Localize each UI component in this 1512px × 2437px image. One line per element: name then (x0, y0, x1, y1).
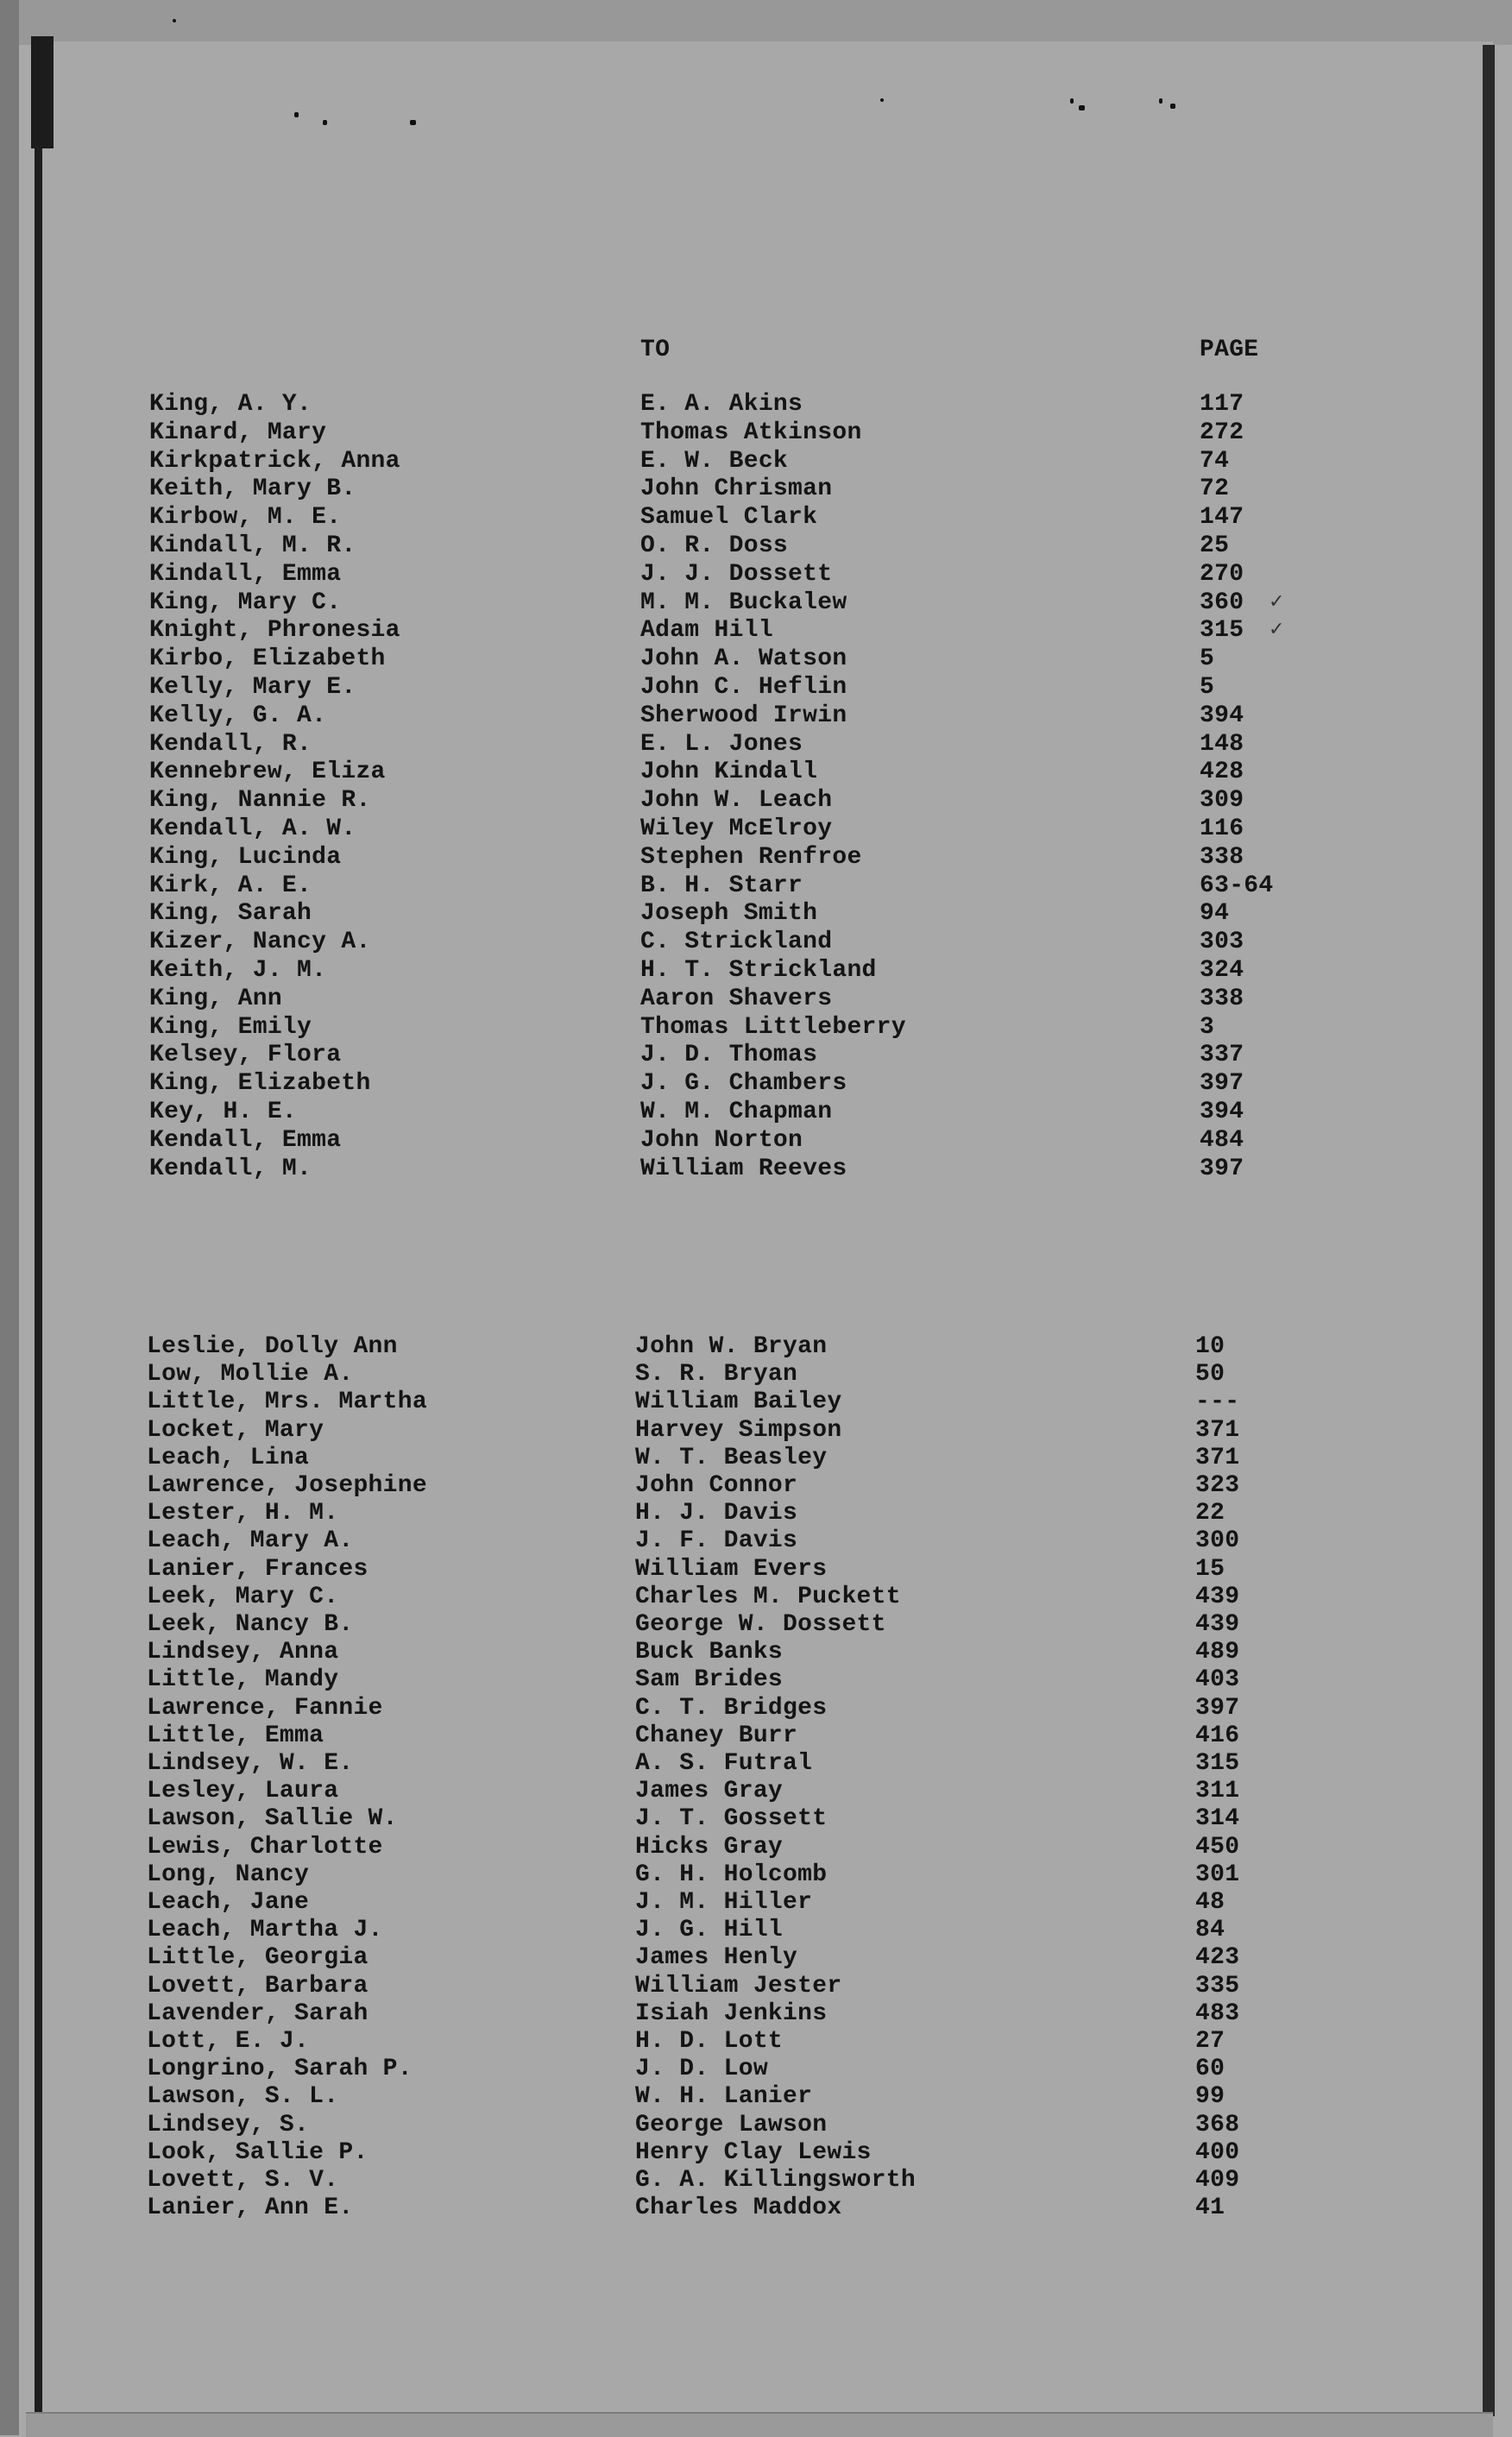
entry-name: Kelly, Mary E. (149, 674, 356, 701)
entry-to: John Norton (640, 1126, 803, 1154)
index-entry (0, 560, 1512, 590)
entry-name: King, Ann (149, 985, 282, 1012)
index-entry (0, 1891, 1512, 1918)
entry-page: 270 (1200, 560, 1244, 588)
entry-name: Leek, Mary C. (147, 1583, 339, 1610)
entry-to: Aaron Shavers (640, 985, 833, 1012)
entry-name: Keith, Mary B. (149, 475, 356, 503)
entry-to: C. T. Bridges (635, 1694, 828, 1722)
entry-to: E. L. Jones (640, 730, 803, 758)
entry-name: Leach, Jane (147, 1889, 310, 1916)
entry-to: W. M. Chapman (640, 1099, 833, 1125)
scan-bottom-strip (26, 2412, 1493, 2437)
entry-to: Charles M. Puckett (635, 1583, 901, 1610)
entry-page: 338 (1200, 843, 1244, 871)
index-entry (0, 393, 1512, 420)
entry-page: 41 (1195, 2195, 1225, 2222)
entry-name: King, Nannie R. (149, 787, 371, 815)
entry-to: J. D. Low (635, 2056, 768, 2083)
entry-name: Lott, E. J. (147, 2028, 310, 2055)
speck-mark (410, 120, 416, 125)
index-entry (0, 421, 1512, 449)
index-entry (0, 647, 1512, 675)
speck-mark (880, 98, 884, 102)
entry-name: Kendall, Emma (149, 1126, 342, 1154)
index-entry (0, 1668, 1512, 1696)
index-entry (0, 2057, 1512, 2085)
entry-name: Kirbow, M. E. (149, 504, 342, 532)
entry-to: Stephen Renfroe (640, 843, 862, 871)
entry-page: 428 (1200, 759, 1244, 786)
entry-page: 3 (1200, 1013, 1215, 1041)
entry-page: 99 (1195, 2083, 1225, 2111)
speck-mark (1170, 104, 1175, 109)
entry-page: 397 (1200, 1155, 1244, 1182)
entry-to: G. H. Holcomb (635, 1861, 828, 1888)
entry-to: O. R. Doss (640, 532, 789, 559)
entry-page: 303 (1200, 929, 1244, 956)
entry-page: 397 (1195, 1694, 1240, 1722)
entry-to: Sherwood Irwin (640, 702, 847, 729)
entry-name: Lanier, Frances (147, 1555, 369, 1583)
entry-to: John Kindall (640, 759, 818, 786)
entry-to: James Henly (635, 1944, 798, 1972)
entry-page: 25 (1200, 532, 1230, 559)
entry-name: Kelly, G. A. (149, 702, 327, 729)
entry-to: William Reeves (640, 1155, 847, 1182)
entry-name: Key, H. E. (149, 1099, 298, 1125)
entry-page: 301 (1195, 1861, 1240, 1888)
entry-to: George W. Dossett (635, 1611, 886, 1638)
entry-page: 50 (1195, 1361, 1225, 1389)
entry-page: 416 (1195, 1722, 1240, 1749)
entry-to: Harvey Simpson (635, 1416, 842, 1444)
entry-name: Little, Mrs. Martha (147, 1389, 427, 1416)
entry-page: 338 (1200, 985, 1244, 1012)
entry-page: 335 (1195, 1972, 1240, 1999)
entry-page: 324 (1200, 957, 1244, 984)
entry-page: 309 (1200, 787, 1244, 815)
entry-to: Hicks Gray (635, 1833, 784, 1861)
entry-page: 147 (1200, 504, 1244, 532)
entry-to: William Bailey (635, 1389, 842, 1416)
index-entry (0, 1752, 1512, 1779)
entry-name: Lester, H. M. (147, 1500, 339, 1527)
entry-to: William Evers (635, 1555, 828, 1583)
entry-to: H. J. Davis (635, 1500, 798, 1527)
index-entry (0, 1999, 1512, 2030)
entry-page: 94 (1200, 900, 1230, 928)
index-entry (0, 1043, 1512, 1071)
pencil-checkmark-icon: ✓ (1269, 590, 1285, 613)
speck-mark (1159, 98, 1162, 104)
index-entry (0, 1833, 1512, 1863)
entry-page: 5 (1200, 674, 1215, 701)
entry-name: Kelsey, Flora (149, 1042, 342, 1069)
entry-name: Lindsey, S. (147, 2111, 310, 2138)
entry-to: James Gray (635, 1778, 784, 1805)
entry-name: Kinard, Mary (149, 419, 327, 446)
entry-to: John W. Leach (640, 787, 833, 815)
entry-page: 360 (1200, 589, 1244, 616)
index-entry (0, 987, 1512, 1015)
index-entry (0, 2196, 1512, 2224)
entry-page: 371 (1195, 1444, 1240, 1471)
index-entry (0, 1974, 1512, 2002)
entry-page: 5 (1200, 645, 1215, 673)
page-border-left-top (31, 36, 54, 148)
entry-name: Kirk, A. E. (149, 872, 312, 899)
entry-to: J. G. Hill (635, 1917, 784, 1944)
entry-to: M. M. Buckalew (640, 589, 847, 616)
entry-page: 403 (1195, 1666, 1240, 1694)
entry-to: Isiah Jenkins (635, 1999, 828, 2027)
index-entry (0, 1100, 1512, 1128)
entry-to: J. G. Chambers (640, 1070, 847, 1098)
entry-to: A. S. Futral (635, 1750, 813, 1777)
entry-page: 371 (1195, 1416, 1240, 1444)
entry-to: Thomas Littleberry (640, 1013, 906, 1041)
entry-page: 311 (1195, 1778, 1240, 1805)
entry-page: 400 (1195, 2138, 1240, 2166)
index-entry (0, 1946, 1512, 1974)
entry-name: Lesley, Laura (147, 1778, 339, 1805)
index-entry (0, 1363, 1512, 1390)
index-entry (0, 1529, 1512, 1557)
index-entry (0, 1613, 1512, 1640)
entry-to: Charles Maddox (635, 2195, 842, 2222)
index-entry (0, 591, 1512, 619)
entry-name: Lindsey, W. E. (147, 1750, 354, 1777)
entry-name: Longrino, Sarah P. (147, 2056, 413, 2083)
speck-mark (173, 19, 176, 22)
entry-to: H. T. Strickland (640, 957, 877, 984)
entry-to: E. A. Akins (640, 391, 803, 418)
entry-name: Lovett, S. V. (147, 2167, 339, 2194)
entry-to: Joseph Smith (640, 900, 818, 928)
entry-name: Lindsey, Anna (147, 1639, 339, 1666)
entry-name: Kendall, A. W. (149, 815, 356, 842)
entry-name: Lawrence, Josephine (147, 1472, 427, 1499)
entry-to: J. T. Gossett (635, 1805, 828, 1833)
entry-to: E. W. Beck (640, 447, 789, 475)
entry-page: 368 (1195, 2111, 1240, 2138)
entry-page: 315 (1200, 617, 1244, 645)
index-entry (0, 930, 1512, 958)
entry-to: John A. Watson (640, 645, 847, 673)
index-entry (0, 817, 1512, 845)
index-entry (0, 1157, 1512, 1185)
entry-page: 300 (1195, 1527, 1240, 1555)
index-entry (0, 730, 1512, 760)
entry-to: J. J. Dossett (640, 560, 833, 588)
entry-name: Keith, J. M. (149, 957, 327, 984)
index-entry (0, 534, 1512, 562)
entry-page: 409 (1195, 2167, 1240, 2194)
entry-name: Kindall, Emma (149, 560, 342, 588)
index-entry (0, 1126, 1512, 1156)
entry-page: 72 (1200, 475, 1230, 503)
entry-name: Leach, Mary A. (147, 1527, 354, 1555)
entry-name: Leach, Lina (147, 1444, 310, 1471)
entry-name: Long, Nancy (147, 1861, 310, 1888)
entry-name: Kendall, R. (149, 730, 312, 758)
entry-page: 439 (1195, 1583, 1240, 1610)
entry-name: Lanier, Ann E. (147, 2195, 354, 2222)
entry-name: Kendall, M. (149, 1155, 312, 1182)
entry-name: Kizer, Nancy A. (149, 929, 371, 956)
entry-page: 394 (1200, 1099, 1244, 1125)
entry-page: 63-64 (1200, 872, 1274, 899)
entry-page: 484 (1200, 1126, 1244, 1154)
index-entry (0, 1474, 1512, 1502)
entry-to: John C. Heflin (640, 674, 847, 701)
index-entry (0, 1555, 1512, 1585)
entry-name: Low, Mollie A. (147, 1361, 354, 1389)
entry-to: Wiley McElroy (640, 815, 833, 842)
entry-page: 60 (1195, 2056, 1225, 2083)
index-entry (0, 2030, 1512, 2057)
index-entry (0, 619, 1512, 646)
entry-to: Sam Brides (635, 1666, 784, 1694)
entry-to: G. A. Killingsworth (635, 2167, 916, 2194)
index-entry (0, 1013, 1512, 1043)
entry-name: King, Mary C. (149, 589, 342, 616)
entry-name: Leslie, Dolly Ann (147, 1333, 398, 1360)
entry-page: 489 (1195, 1639, 1240, 1666)
index-entry (0, 2138, 1512, 2169)
entry-to: Chaney Burr (635, 1722, 798, 1749)
speck-mark (1079, 105, 1085, 110)
entry-to: C. Strickland (640, 929, 833, 956)
entry-to: J. F. Davis (635, 1527, 798, 1555)
index-entry (0, 1694, 1512, 1724)
index-entry (0, 1416, 1512, 1446)
entry-page: 337 (1200, 1042, 1244, 1069)
index-entry (0, 2113, 1512, 2141)
index-entry (0, 1724, 1512, 1752)
entry-name: Locket, Mary (147, 1416, 324, 1444)
index-entry (0, 1390, 1512, 1418)
entry-page: 315 (1195, 1750, 1240, 1777)
entry-to: H. D. Lott (635, 2028, 784, 2055)
entry-to: Henry Clay Lewis (635, 2138, 872, 2166)
entry-page: 394 (1200, 702, 1244, 729)
entry-name: Little, Mandy (147, 1666, 339, 1694)
entry-to: Adam Hill (640, 617, 773, 645)
index-entry (0, 1585, 1512, 1613)
entry-name: King, Lucinda (149, 843, 342, 871)
entry-name: King, Emily (149, 1013, 312, 1041)
entry-to: Samuel Clark (640, 504, 818, 532)
index-entry (0, 2169, 1512, 2196)
entry-to: J. D. Thomas (640, 1042, 818, 1069)
entry-page: --- (1195, 1389, 1240, 1416)
speck-mark (323, 120, 327, 125)
entry-to: John Chrisman (640, 475, 833, 503)
entry-name: King, Sarah (149, 900, 312, 928)
index-entry (0, 1779, 1512, 1807)
entry-page: 84 (1195, 1917, 1225, 1944)
entry-name: Lovett, Barbara (147, 1972, 369, 1999)
index-entry (0, 1918, 1512, 1946)
index-entry (0, 789, 1512, 816)
entry-page: 74 (1200, 447, 1230, 475)
entry-page: 116 (1200, 815, 1244, 842)
index-entry (0, 1335, 1512, 1363)
entry-page: 27 (1195, 2028, 1225, 2055)
entry-name: Little, Georgia (147, 1944, 369, 1972)
entry-to: Buck Banks (635, 1639, 784, 1666)
index-entry (0, 1863, 1512, 1891)
entry-name: Little, Emma (147, 1722, 324, 1749)
speck-mark (1070, 98, 1074, 104)
index-entry (0, 447, 1512, 477)
entry-to: J. M. Hiller (635, 1889, 813, 1916)
scan-top-band (0, 0, 1512, 45)
entry-name: King, A. Y. (149, 391, 312, 418)
column-header-to: TO (640, 337, 671, 363)
entry-name: Lewis, Charlotte (147, 1833, 383, 1861)
index-entry (0, 704, 1512, 732)
index-entry (0, 2085, 1512, 2113)
index-entry (0, 477, 1512, 505)
entry-page: 22 (1195, 1500, 1225, 1527)
entry-name: Kirkpatrick, Anna (149, 447, 400, 475)
entry-name: Leach, Martha J. (147, 1917, 383, 1944)
entry-page: 423 (1195, 1944, 1240, 1972)
index-entry (0, 1502, 1512, 1529)
entry-page: 450 (1195, 1833, 1240, 1861)
index-entry (0, 959, 1512, 986)
index-entry (0, 1072, 1512, 1099)
entry-name: Lawson, S. L. (147, 2083, 339, 2111)
entry-page: 117 (1200, 391, 1244, 418)
entry-to: John Connor (635, 1472, 798, 1499)
entry-page: 272 (1200, 419, 1244, 446)
entry-to: William Jester (635, 1972, 842, 1999)
entry-page: 48 (1195, 1889, 1225, 1916)
entry-name: King, Elizabeth (149, 1070, 371, 1098)
entry-name: Kindall, M. R. (149, 532, 356, 559)
entry-name: Kirbo, Elizabeth (149, 645, 386, 673)
entry-to: George Lawson (635, 2111, 828, 2138)
entry-name: Knight, Phronesia (149, 617, 400, 645)
index-entry (0, 506, 1512, 533)
index-entry (0, 1446, 1512, 1474)
index-entry (0, 760, 1512, 788)
entry-page: 397 (1200, 1070, 1244, 1098)
pencil-checkmark-icon: ✓ (1269, 619, 1285, 641)
entry-name: Lawrence, Fannie (147, 1694, 383, 1722)
entry-to: John W. Bryan (635, 1333, 828, 1360)
entry-name: Look, Sallie P. (147, 2138, 369, 2166)
entry-to: S. R. Bryan (635, 1361, 798, 1389)
speck-mark (294, 112, 299, 117)
index-entry (0, 1807, 1512, 1835)
entry-name: Kennebrew, Eliza (149, 759, 386, 786)
entry-page: 10 (1195, 1333, 1225, 1360)
entry-to: Thomas Atkinson (640, 419, 862, 446)
index-entry (0, 1640, 1512, 1668)
entry-page: 483 (1195, 1999, 1240, 2027)
index-entry (0, 874, 1512, 902)
entry-page: 314 (1195, 1805, 1240, 1833)
entry-name: Lawson, Sallie W. (147, 1805, 398, 1833)
entry-page: 439 (1195, 1611, 1240, 1638)
entry-page: 323 (1195, 1472, 1240, 1499)
entry-to: B. H. Starr (640, 872, 803, 899)
entry-page: 15 (1195, 1555, 1225, 1583)
entry-name: Lavender, Sarah (147, 1999, 369, 2027)
index-entry (0, 902, 1512, 929)
column-header-page: PAGE (1200, 337, 1259, 363)
entry-to: W. T. Beasley (635, 1444, 828, 1471)
index-entry (0, 676, 1512, 703)
index-entry (0, 843, 1512, 873)
entry-page: 148 (1200, 730, 1244, 758)
entry-to: W. H. Lanier (635, 2083, 813, 2111)
entry-name: Leek, Nancy B. (147, 1611, 354, 1638)
